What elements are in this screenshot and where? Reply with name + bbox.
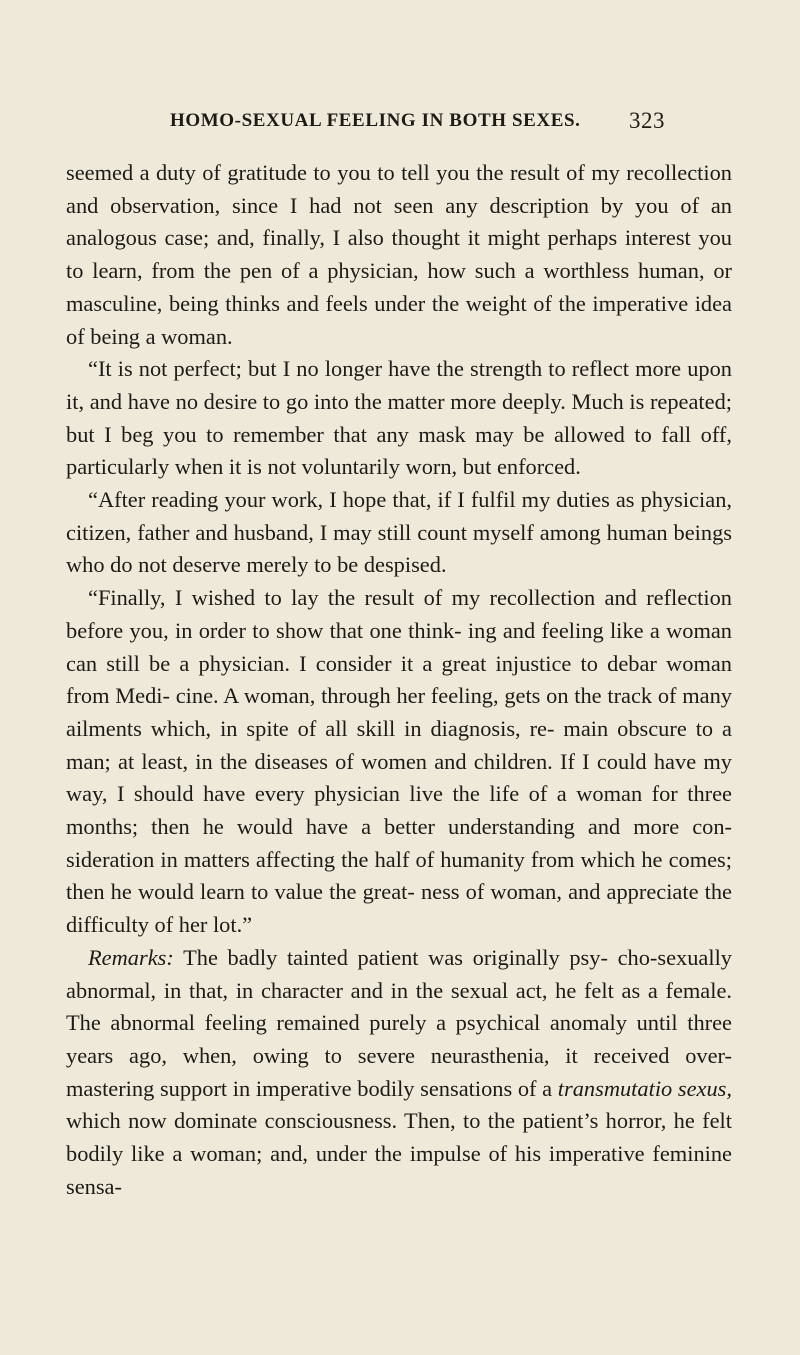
page-number: 323 bbox=[629, 108, 665, 133]
remarks-label: Remarks: bbox=[88, 944, 174, 970]
paragraph-2: “It is not perfect; but I no longer have the strength to reflect more upon it, and have no desire to go into the matter more deeply. Much is repeated; but I beg you to remember that any mask may be allowed to fall off, particularly when it is not voluntarily worn, but enforced. bbox=[66, 356, 732, 480]
paragraph-4: “Finally, I wished to lay the result of my recollection and reflection before you, in order to show that one think- ing and feeling like a woman can still be a physician. I consider it a great injustice to debar woman from Medi- cine. A woman, through her feeling, gets on the track of many ailments which, in spite of all skill in diagnosis, re- main obscure to a man; at least, in the diseases of women and children. If I could have my way, I should have every physician live the life of a woman for three months; then he would have a better understanding and more con- sideration in matters affecting the half of humanity from which he comes; then he would learn to value the great- ness of woman, and appreciate the difficulty of her lot.” bbox=[66, 585, 732, 938]
latin-phrase: transmutatio sexus, bbox=[557, 1075, 732, 1101]
paragraph-5-remarks bbox=[66, 942, 732, 1204]
remarks-text-before: The badly tainted patient was originally psy- cho-sexually abnormal, in that, in character and in the sexual act, he felt as a female. The abnormal feeling remained purely a psychical anomaly until three years ago, when, owing to severe neurasthenia, it received over- mastering support in imperative bodily sensations of a bbox=[66, 944, 732, 1101]
paragraph-3: “After reading your work, I hope that, if I fulfil my duties as physician, citizen, father and husband, I may still count myself among human beings who do not deserve merely to be despised. bbox=[66, 487, 732, 578]
running-title: HOMO-SEXUAL FEELING IN BOTH SEXES. bbox=[170, 110, 581, 131]
remarks-text-after: which now dominate consciousness. Then, to the patient’s horror, he felt bodily like a woman; and, under the impulse of his imperative feminine sensa- bbox=[66, 1108, 732, 1199]
paragraph-1: seemed a duty of gratitude to you to tell you the result of my recollection and observation, since I had not seen any description by you of an analogous case; and, finally, I also thought it might perhaps interest you to learn, from the pen of a physician, how such a worthless human, or masculine, being thinks and feels under the weight of the imperative idea of being a woman. bbox=[66, 160, 732, 349]
running-header bbox=[0, 110, 800, 140]
body-text bbox=[66, 157, 732, 1204]
